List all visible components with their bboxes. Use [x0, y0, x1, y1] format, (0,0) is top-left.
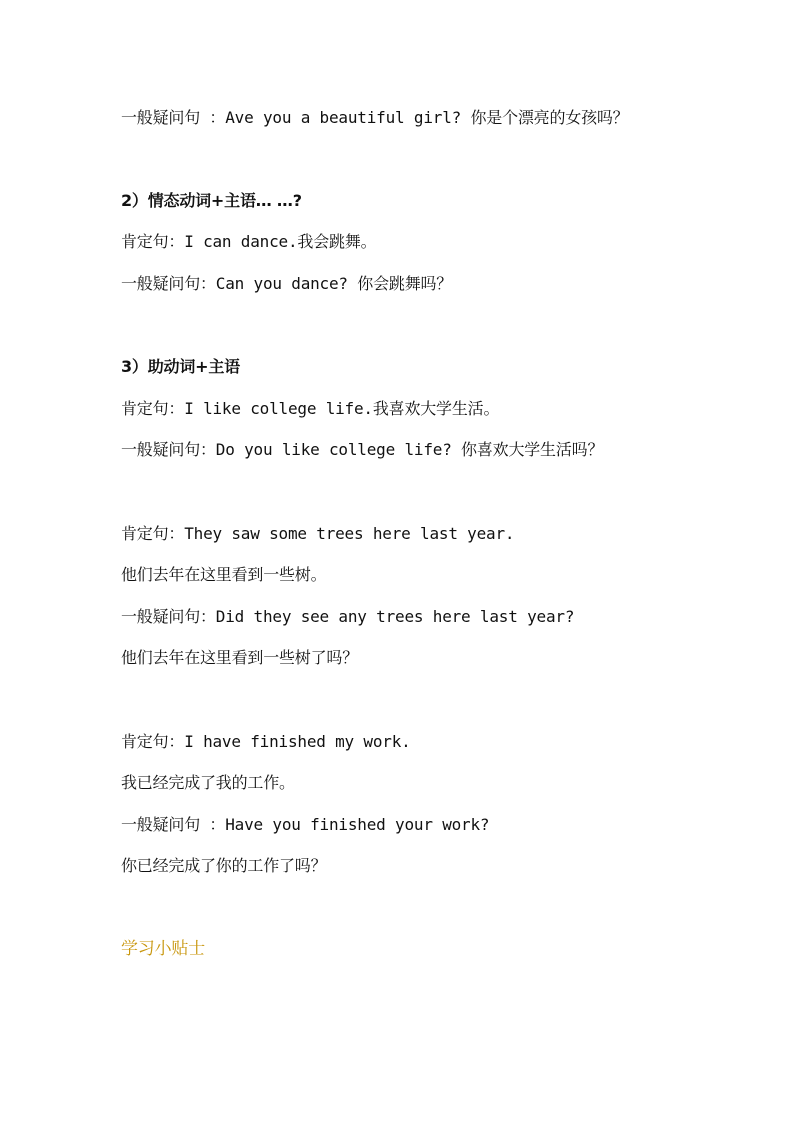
affirmative-example-4: 肯定句：They saw some trees here last year. — [121, 524, 515, 543]
translation-example-5: 我已经完成了我的工作。 — [121, 773, 295, 792]
general-question-example-1: 一般疑问句 ：Ave you a beautiful girl? 你是个漂亮的女孩吗？ — [121, 108, 629, 127]
question-translation-example-4: 他们去年在这里看到一些树了吗？ — [121, 648, 359, 667]
affirmative-example-2: 肯定句：I can dance.我会跳舞。 — [121, 232, 377, 251]
affirmative-example-3: 肯定句：I like college life.我喜欢大学生活。 — [121, 399, 500, 418]
general-question-example-3: 一般疑问句：Do you like college life? 你喜欢大学生活吗？ — [121, 440, 604, 459]
question-translation-example-5: 你已经完成了你的工作了吗？ — [121, 856, 327, 875]
general-question-example-4: 一般疑问句：Did they see any trees here last year? — [121, 607, 575, 626]
general-question-example-2: 一般疑问句：Can you dance? 你会跳舞吗？ — [121, 274, 453, 293]
section-heading-auxiliary-verb: 3）助动词+主语 — [121, 357, 240, 376]
study-tips-heading: 学习小贴士 — [121, 939, 205, 959]
affirmative-example-5: 肯定句：I have finished my work. — [121, 732, 411, 751]
section-heading-modal-verb: 2）情态动词+主语… …? — [121, 191, 302, 210]
general-question-example-5: 一般疑问句 ：Have you finished your work? — [121, 815, 490, 834]
translation-example-4: 他们去年在这里看到一些树。 — [121, 565, 327, 584]
